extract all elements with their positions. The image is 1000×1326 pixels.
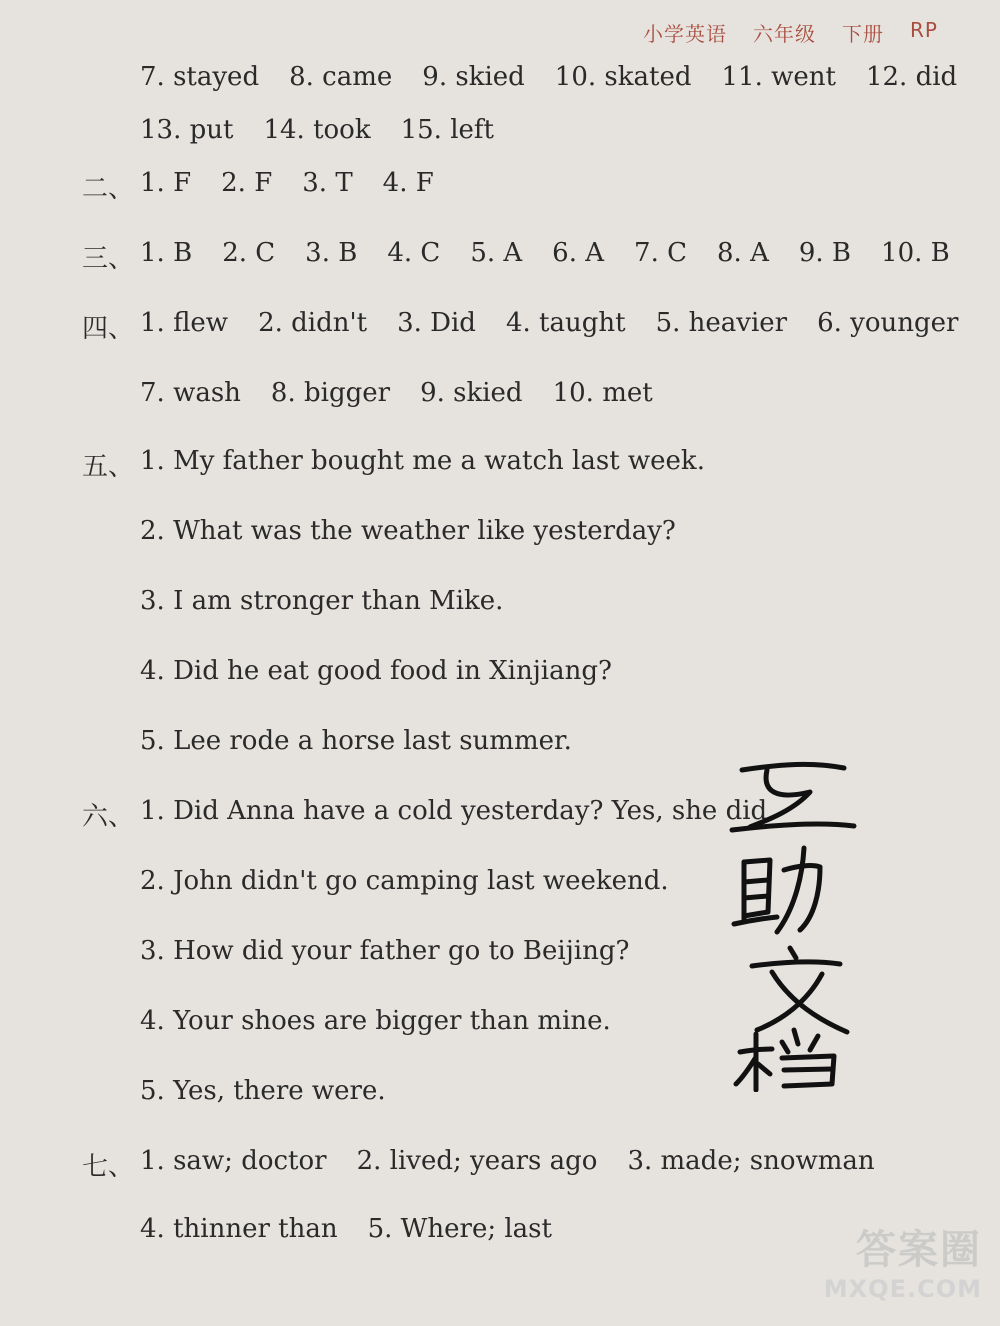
answer-items [140, 446, 705, 476]
answer-item: 4. thinner than [140, 1214, 338, 1244]
answer-item: 2. lived; years ago [356, 1146, 598, 1176]
answer-items [140, 866, 669, 896]
answer-item: 8. A [717, 238, 769, 268]
answer-item: 8. bigger [270, 378, 391, 408]
answer-item: 14. took [263, 115, 371, 145]
answer-item: 3. Did [397, 308, 476, 338]
answer-items [140, 656, 612, 686]
answer-items [140, 936, 629, 966]
answer-item: 9. skied [422, 62, 525, 92]
section-number: 二、 [82, 174, 135, 204]
section-number: 五、 [82, 452, 135, 482]
answer-item: 1. My father bought me a watch last week. [140, 446, 705, 476]
answer-item: 5. Yes, there were. [140, 1076, 386, 1106]
section-number: 六、 [82, 802, 135, 832]
answer-item: 1. Did Anna have a cold yesterday? Yes, she did. [140, 796, 776, 826]
handwritten-signature [722, 752, 862, 1092]
answer-item: 12. did [865, 62, 958, 92]
answer-item: 1. flew [140, 308, 229, 338]
answer-item: 5. Lee rode a horse last summer. [140, 726, 572, 756]
answer-items [140, 1214, 552, 1244]
answer-items [140, 796, 775, 826]
answer-items [140, 238, 950, 268]
header-grade: 六年级 [753, 22, 817, 46]
answer-item: 4. taught [505, 308, 626, 338]
watermark-logo: 答案圈 [856, 1227, 982, 1273]
answer-item: 8. came [289, 62, 393, 92]
answer-item: 1. saw; doctor [140, 1146, 327, 1176]
answer-item: 2. F [221, 168, 273, 198]
answer-item: 13. put [140, 115, 234, 145]
answer-items [140, 1146, 875, 1176]
section-number: 三、 [82, 244, 135, 274]
header-edition: RP [910, 18, 938, 42]
section-number: 四、 [82, 314, 135, 344]
answer-item: 1. F [140, 168, 192, 198]
section-number: 七、 [82, 1152, 135, 1182]
answer-items [140, 115, 494, 145]
answer-item: 2. John didn't go camping last weekend. [140, 866, 669, 896]
answer-item: 10. B [881, 238, 950, 268]
answer-item: 4. Did he eat good food in Xinjiang? [140, 656, 612, 686]
answer-item: 9. skied [420, 378, 523, 408]
answer-item: 15. left [400, 115, 494, 145]
answer-item: 11. went [721, 62, 836, 92]
answer-item: 3. B [305, 238, 358, 268]
answer-item: 1. B [140, 238, 193, 268]
answer-item: 9. B [798, 238, 852, 268]
answer-item: 7. C [634, 238, 687, 268]
answer-items [140, 726, 572, 756]
answer-items [140, 168, 434, 198]
answer-item: 10. skated [554, 62, 692, 92]
answer-items [140, 62, 957, 92]
answer-item: 2. C [222, 238, 276, 268]
answer-item: 5. heavier [655, 308, 788, 338]
answer-item: 4. F [382, 168, 434, 198]
answer-items [140, 586, 503, 616]
answer-item: 5. Where; last [367, 1214, 552, 1244]
answer-item: 4. Your shoes are bigger than mine. [140, 1006, 611, 1036]
answer-item: 3. How did your father go to Beijing? [140, 936, 630, 966]
answer-items [140, 516, 676, 546]
answer-item: 7. wash [140, 378, 241, 408]
answer-items [140, 1006, 611, 1036]
answer-item: 2. What was the weather like yesterday? [140, 516, 676, 546]
answer-item: 6. younger [817, 308, 959, 338]
answer-items [140, 308, 958, 338]
answer-item: 7. stayed [140, 62, 260, 92]
page-header [643, 18, 938, 47]
answer-items [140, 1076, 386, 1106]
answer-item: 3. made; snowman [627, 1146, 875, 1176]
answer-item: 3. I am stronger than Mike. [140, 586, 504, 616]
answer-item: 3. T [302, 168, 353, 198]
answer-item: 4. C [387, 238, 441, 268]
header-volume: 下册 [842, 22, 885, 46]
answer-item: 5. A [470, 238, 523, 268]
watermark-url: MXQE.COM [823, 1275, 982, 1303]
answer-item: 2. didn't [258, 308, 368, 338]
answer-items [140, 378, 653, 408]
header-subject: 小学英语 [643, 22, 728, 46]
answer-item: 10. met [552, 378, 653, 408]
answer-item: 6. A [552, 238, 605, 268]
site-watermark [782, 1218, 982, 1308]
